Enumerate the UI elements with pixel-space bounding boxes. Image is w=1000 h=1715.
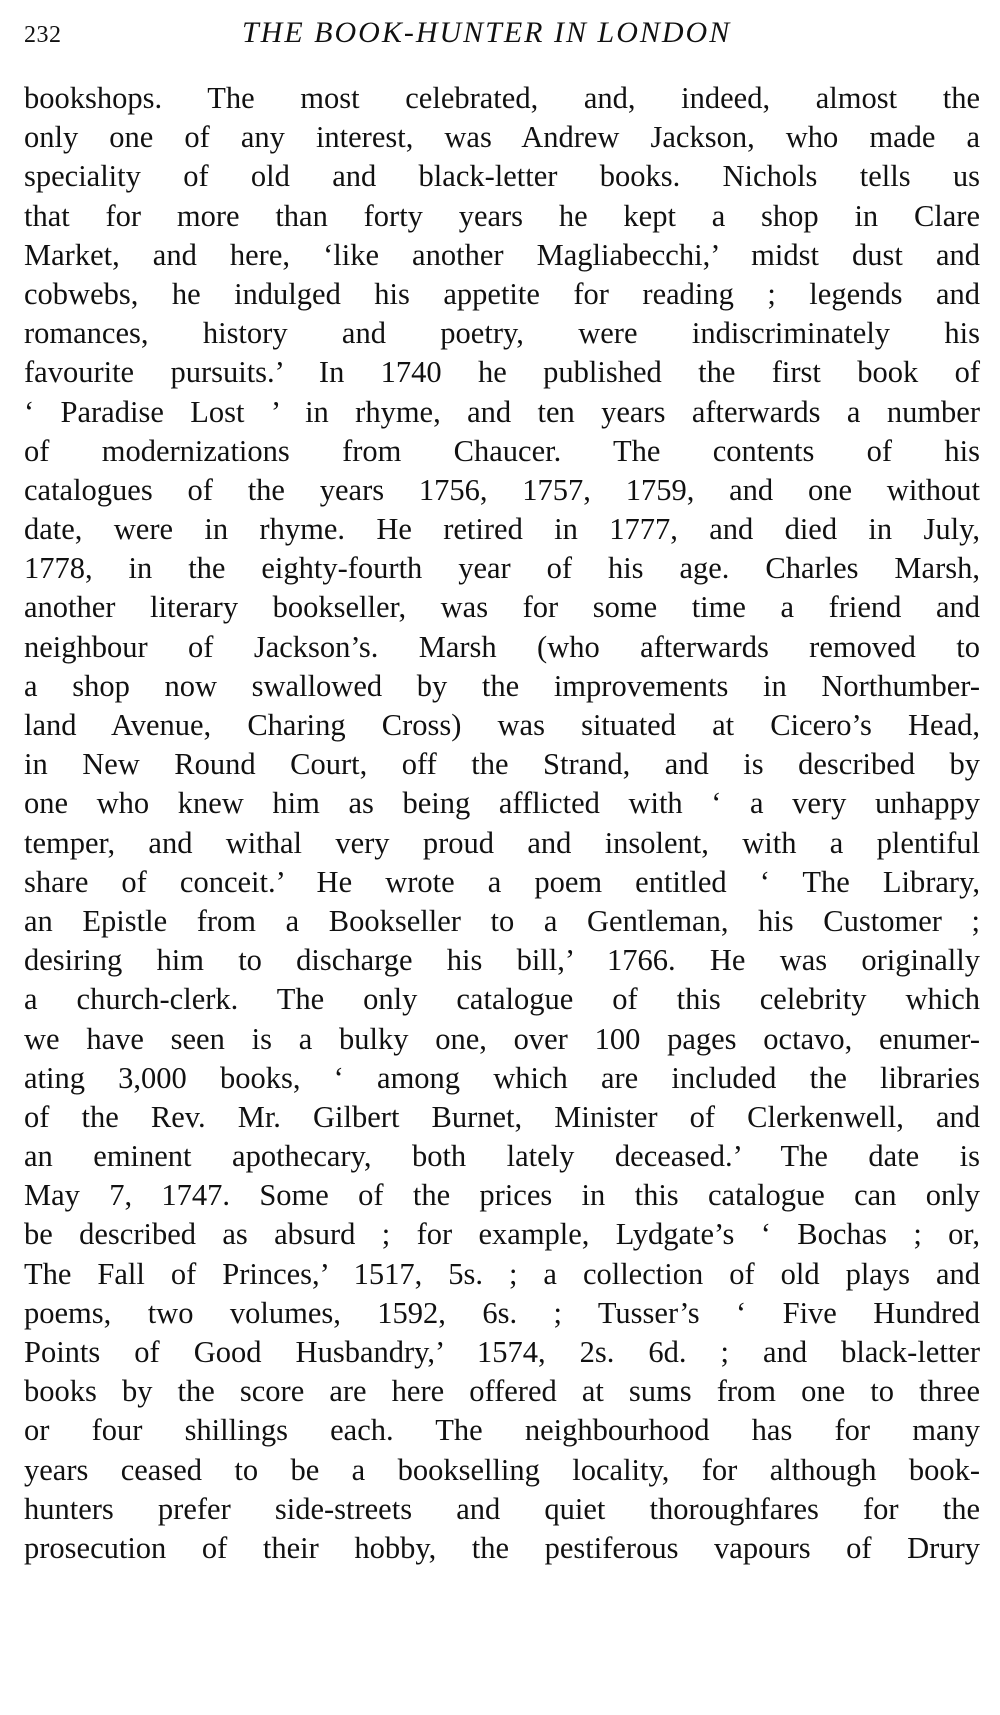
text-line: one who knew him as being afflicted with ‘ a very unhappy — [24, 786, 980, 821]
text-line: another literary bookseller, was for some time a friend and — [24, 590, 980, 625]
text-line: an eminent apothecary, both lately deceased.’ The date is — [24, 1139, 980, 1174]
text-line: share of conceit.’ He wrote a poem entitled ‘ The Library, — [24, 864, 980, 899]
text-line: only one of any interest, was Andrew Jackson, who made a — [24, 120, 980, 155]
text-line: be described as absurd ; for example, Lydgate’s ‘ Bochas ; or, — [24, 1217, 980, 1252]
text-line: hunters prefer side-streets and quiet thoroughfares for the — [24, 1491, 980, 1526]
text-line: an Epistle from a Bookseller to a Gentleman, his Customer ; — [24, 903, 980, 938]
text-line: bookshops. The most celebrated, and, indeed, almost the — [24, 81, 980, 115]
text-line: years ceased to be a bookselling locality, for although book- — [24, 1452, 980, 1487]
body-text — [24, 79, 980, 1568]
text-line: of modernizations from Chaucer. The contents of his — [24, 433, 980, 468]
text-line: that for more than forty years he kept a shop in Clare — [24, 198, 980, 233]
text-line: desiring him to discharge his bill,’ 1766. He was originally — [24, 943, 980, 978]
text-line: of the Rev. Mr. Gilbert Burnet, Minister of Clerkenwell, and — [24, 1099, 980, 1134]
text-line: catalogues of the years 1756, 1757, 1759, and one without — [24, 472, 980, 507]
text-line: or four shillings each. The neighbourhood has for many — [24, 1413, 980, 1448]
text-line: Market, and here, ‘like another Magliabecchi,’ midst dust and — [24, 237, 980, 272]
text-line: cobwebs, he indulged his appetite for reading ; legends and — [24, 276, 980, 311]
text-line: speciality of old and black-letter books. Nichols tells us — [24, 159, 980, 194]
text-line: favourite pursuits.’ In 1740 he published the first book of — [24, 355, 980, 390]
page-number: 232 — [24, 22, 62, 48]
text-line: temper, and withal very proud and insolent, with a plentiful — [24, 825, 980, 860]
text-line: ‘ Paradise Lost ’ in rhyme, and ten years afterwards a number — [24, 394, 980, 429]
text-line: Points of Good Husbandry,’ 1574, 2s. 6d. ; and black-letter — [24, 1335, 980, 1369]
text-line: a church-clerk. The only catalogue of this celebrity which — [24, 982, 980, 1017]
text-line: we have seen is a bulky one, over 100 pages octavo, enumer- — [24, 1021, 980, 1056]
text-line: ating 3,000 books, ‘ among which are included the libraries — [24, 1060, 980, 1095]
text-line: in New Round Court, off the Strand, and is described by — [24, 747, 980, 782]
text-line: 1778, in the eighty-fourth year of his age. Charles Marsh, — [24, 551, 980, 586]
text-line: prosecution of their hobby, the pestiferous vapours of Drury — [24, 1530, 980, 1565]
text-line: land Avenue, Charing Cross) was situated at Cicero’s Head, — [24, 708, 980, 742]
running-title: THE BOOK-HUNTER IN LONDON — [242, 16, 732, 49]
text-line: poems, two volumes, 1592, 6s. ; Tusser’s ‘ Five Hundred — [24, 1295, 980, 1330]
text-line: neighbour of Jackson’s. Marsh (who afterwards removed to — [24, 629, 980, 664]
text-line: a shop now swallowed by the improvements in Northumber- — [24, 668, 980, 703]
text-line: date, were in rhyme. He retired in 1777, and died in July, — [24, 512, 980, 547]
text-line: books by the score are here offered at sums from one to three — [24, 1374, 980, 1409]
text-line: May 7, 1747. Some of the prices in this catalogue can only — [24, 1178, 980, 1213]
text-line: The Fall of Princes,’ 1517, 5s. ; a collection of old plays and — [24, 1256, 980, 1291]
text-line: romances, history and poetry, were indiscriminately his — [24, 316, 980, 351]
running-head — [24, 14, 984, 54]
